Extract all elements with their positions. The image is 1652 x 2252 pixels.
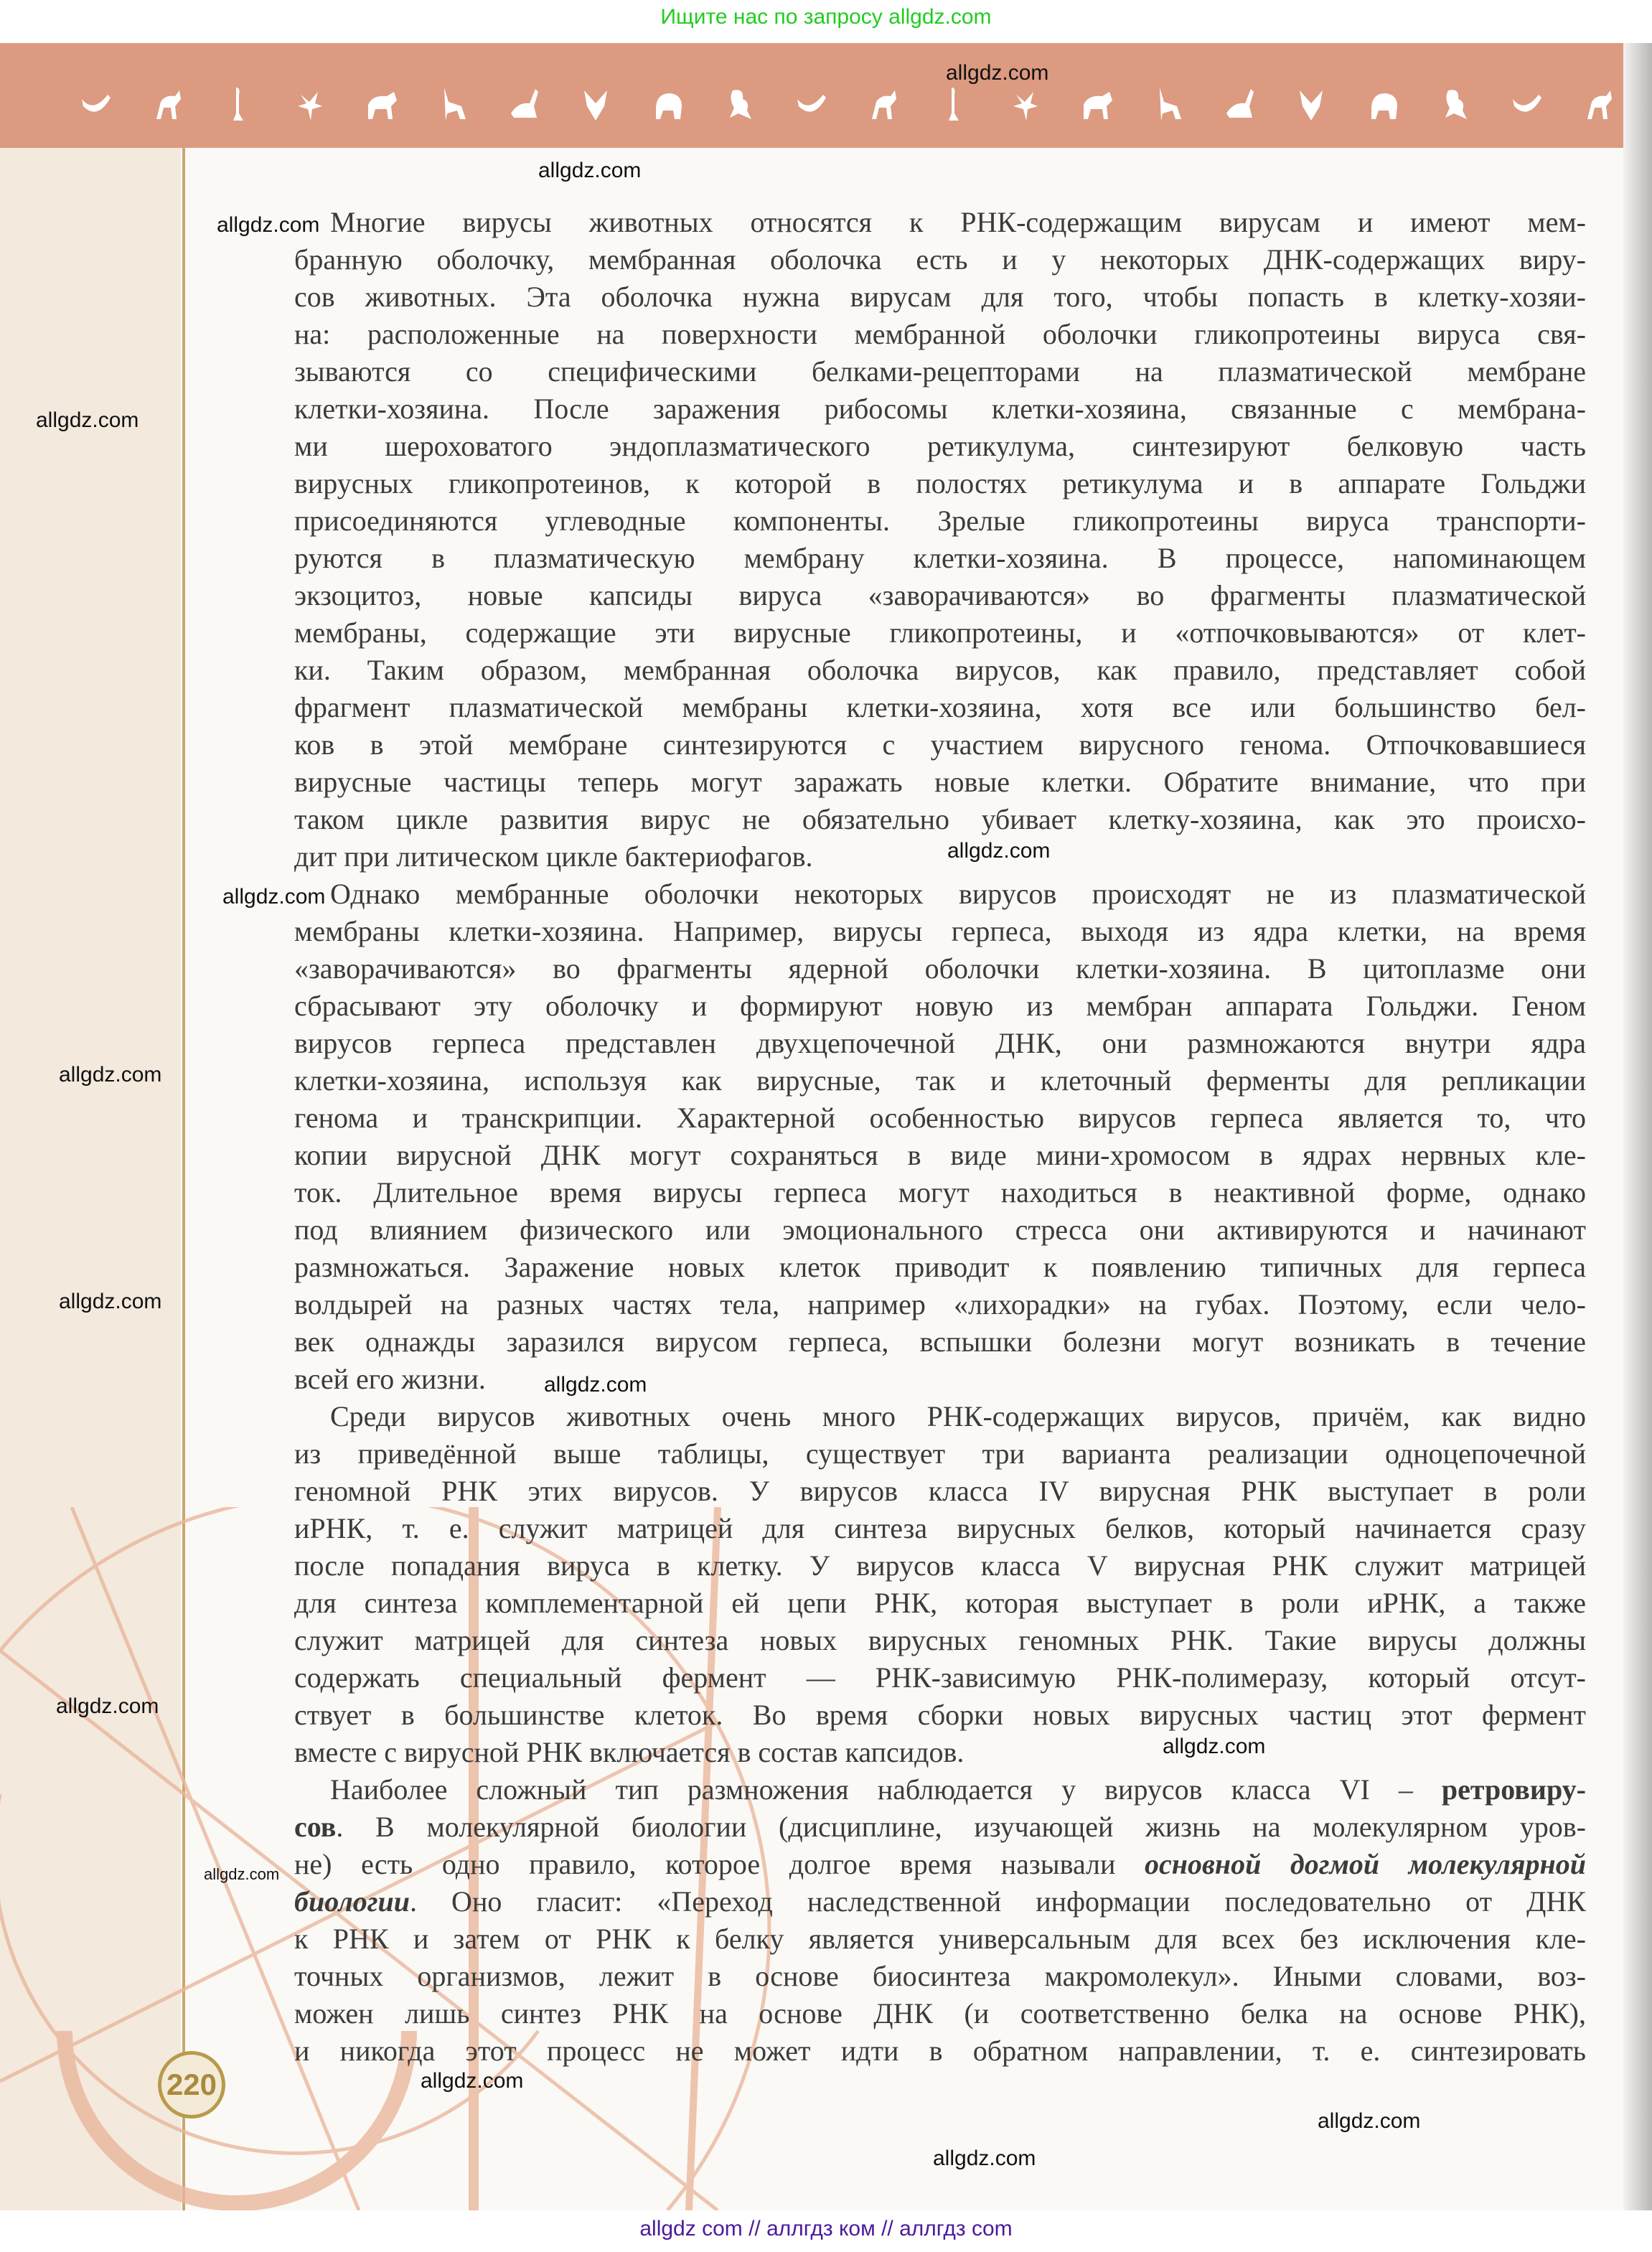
watermark: allgdz.com: [421, 2069, 524, 2093]
text-line: [294, 278, 1586, 316]
text-line: [294, 204, 1586, 241]
animal-silhouette-icon: [580, 85, 613, 122]
text-line: [294, 1883, 1586, 1920]
text-run: вместе с вирусной РНК включается в состав капсидов.: [294, 1736, 965, 1768]
text-line: [294, 1958, 1586, 1995]
text-run: под влиянием физического или эмоционального стресса они активируются и начинают: [294, 1214, 1586, 1246]
promo-banner-bottom[interactable]: allgdz com // аллгдз ком // аллгдз com: [639, 2217, 1013, 2241]
header-band: [0, 43, 1623, 148]
watermark: allgdz.com: [36, 408, 139, 432]
animal-silhouette-icon: [151, 85, 184, 122]
text-line: [294, 1025, 1586, 1062]
text-run: иРНК, т. е. служит матрицей для синтеза вирусных белков, который начинается сразу: [294, 1512, 1586, 1544]
text-run: всей его жизни.: [294, 1363, 486, 1395]
text-line: [294, 1920, 1586, 1958]
text-line: [294, 1062, 1586, 1099]
paragraph: [294, 1771, 1586, 2070]
animal-silhouette-icon: [1582, 85, 1615, 122]
text-run: точных организмов, лежит в основе биосинтеза макромолекул». Иными словами, воз-: [294, 1960, 1586, 1992]
promo-banner-top[interactable]: Ищите нас по запросу allgdz.com: [660, 5, 992, 29]
animal-silhouette-icon: [1438, 85, 1471, 122]
animal-silhouette-icon: [1510, 85, 1543, 122]
text-run: присоединяются углеводные компоненты. Зрелые гликопротеины вируса транспорти-: [294, 505, 1586, 537]
text-line: [294, 316, 1586, 353]
animal-silhouette-icon: [1295, 85, 1328, 122]
paragraph: [294, 204, 1586, 876]
page-number: 220: [158, 2051, 225, 2119]
animal-silhouette-icon: [1153, 85, 1186, 122]
watermark: allgdz.com: [56, 1694, 159, 1718]
text-run: ки. Таким образом, мембранная оболочка вирусов, как правило, представляет собой: [294, 654, 1586, 686]
animal-silhouette-icon: [294, 85, 327, 122]
text-line: [294, 689, 1586, 726]
animal-silhouette-icon: [222, 85, 255, 122]
text-line: [294, 390, 1586, 428]
text-run: не) есть одно правило, которое долгое время называли: [294, 1848, 1145, 1880]
text-line: [294, 1435, 1586, 1473]
animal-silhouette-icon: [365, 85, 398, 122]
text-run: генома и транскрипции. Характерной особенностью вирусов герпеса является то, что: [294, 1102, 1586, 1134]
text-line: [294, 838, 1586, 876]
text-run: мембраны, содержащие эти вирусные гликопротеины, и «отпочковываются» от клет-: [294, 616, 1586, 649]
text-run: зываются со специфическими белками-рецепторами на плазматической мембране: [294, 355, 1586, 388]
watermark: allgdz.com: [544, 1373, 647, 1397]
text-run: фрагмент плазматической мембраны клетки-хозяина, хотя все или большинство бел-: [294, 691, 1586, 723]
body-text: [294, 204, 1586, 2070]
animal-silhouette-icon: [937, 85, 970, 122]
animal-silhouette-icon: [652, 85, 685, 122]
watermark: allgdz.com: [947, 839, 1051, 863]
text-line: [294, 726, 1586, 764]
text-line: [294, 1697, 1586, 1734]
text-line: [294, 1995, 1586, 2032]
animal-silhouette-strip: [79, 85, 1615, 122]
text-run: Однако мембранные оболочки некоторых вирусов происходят не из плазматической: [330, 878, 1586, 910]
text-run: клетки-хозяина. После заражения рибосомы клетки-хозяина, связанные с мембрана-: [294, 393, 1586, 425]
animal-silhouette-icon: [866, 85, 899, 122]
text-run: ков в этой мембране синтезируются с участием вирусного генома. Отпочковавшиеся: [294, 728, 1586, 761]
text-line: [294, 1659, 1586, 1697]
text-line: [294, 241, 1586, 278]
text-run: вирусные частицы теперь могут заражать новые клетки. Обратите внимание, что при: [294, 766, 1586, 798]
text-run: век однажды заразился вирусом герпеса, вспышки болезни могут возникать в течение: [294, 1326, 1586, 1358]
text-line: [294, 2032, 1586, 2070]
text-run: вирусных гликопротеинов, к которой в полостях ретикулума и в аппарате Гольджи: [294, 467, 1586, 499]
animal-silhouette-icon: [794, 85, 827, 122]
text-run: волдырей на разных частях тела, например «лихорадки» на губах. Поэтому, если чело-: [294, 1288, 1586, 1320]
watermark: allgdz.com: [538, 159, 642, 182]
text-run: сбрасывают эту оболочку и формируют новую из мембран аппарата Гольджи. Геном: [294, 990, 1586, 1022]
text-run: . Оно гласит: «Переход наследственной информации последовательно от ДНК: [410, 1885, 1586, 1918]
text-run: служит матрицей для синтеза новых вирусных геномных РНК. Такие вирусы должны: [294, 1624, 1586, 1656]
watermark: allgdz.com: [217, 213, 320, 237]
text-line: [294, 577, 1586, 614]
watermark: allgdz.com: [946, 61, 1049, 85]
text-line: [294, 1622, 1586, 1659]
text-line: [294, 502, 1586, 540]
text-line: [294, 614, 1586, 652]
watermark: allgdz.com: [222, 885, 326, 909]
text-line: [294, 652, 1586, 689]
text-run: мембраны клетки-хозяина. Например, вирусы герпеса, выходя из ядра клетки, на время: [294, 915, 1586, 947]
text-line: [294, 1361, 1586, 1398]
text-line: [294, 764, 1586, 801]
animal-silhouette-icon: [508, 85, 541, 122]
text-line: [294, 1249, 1586, 1286]
text-line: [294, 1547, 1586, 1585]
text-run: . В молекулярной биологии (дисциплине, изучающей жизнь на молекулярном уров-: [336, 1811, 1586, 1843]
animal-silhouette-icon: [1224, 85, 1257, 122]
text-run: ми шероховатого эндоплазматического ретикулума, синтезируют белковую часть: [294, 430, 1586, 462]
text-run: геномной РНК этих вирусов. У вирусов класса IV вирусная РНК выступает в роли: [294, 1475, 1586, 1507]
text-run: экзоцитоз, новые капсиды вируса «заворачиваются» во фрагменты плазматической: [294, 579, 1586, 611]
emphasized-text: биологии: [294, 1885, 410, 1918]
text-run: руются в плазматическую мембрану клетки-хозяина. В процессе, напоминающем: [294, 542, 1586, 574]
text-line: [294, 540, 1586, 577]
text-run: ток. Длительное время вирусы герпеса могут находиться в неактивной форме, однако: [294, 1176, 1586, 1209]
text-run: клетки-хозяина, используя как вирусные, так и клеточный ферменты для репликации: [294, 1064, 1586, 1097]
text-run: из приведённой выше таблицы, существует три варианта реализации одноцепочечной: [294, 1437, 1586, 1470]
page-edge-shadow: [1623, 43, 1652, 2210]
animal-silhouette-icon: [1009, 85, 1042, 122]
text-line: [294, 1808, 1586, 1846]
watermark: allgdz.com: [1163, 1735, 1266, 1758]
text-run: копии вирусной ДНК могут сохраняться в виде мини-хромосом в ядрах нервных кле-: [294, 1139, 1586, 1171]
text-line: [294, 1137, 1586, 1174]
text-run: содержать специальный фермент — РНК-зависимую РНК-полимеразу, который отсут-: [294, 1661, 1586, 1694]
text-line: [294, 1099, 1586, 1137]
text-run: «заворачиваются» во фрагменты ядерной оболочки клетки-хозяина. В цитоплазме они: [294, 952, 1586, 985]
text-line: [294, 1846, 1586, 1883]
text-run: ствует в большинстве клеток. Во время сборки новых вирусных частиц этот фермент: [294, 1699, 1586, 1731]
text-line: [294, 1473, 1586, 1510]
text-line: [294, 1734, 1586, 1771]
text-line: [294, 1211, 1586, 1249]
text-line: [294, 1771, 1586, 1808]
emphasized-text: сов: [294, 1811, 337, 1843]
watermark: allgdz.com: [1318, 2109, 1421, 2133]
text-run: Многие вирусы животных относятся к РНК-содержащим вирусам и имеют мем-: [330, 206, 1586, 238]
emphasized-text: ретровиру-: [1441, 1773, 1586, 1806]
animal-silhouette-icon: [437, 85, 470, 122]
text-run: сов животных. Эта оболочка нужна вирусам для того, чтобы попасть в клетку-хозяи-: [294, 281, 1586, 313]
paragraph: [294, 876, 1586, 1398]
text-line: [294, 465, 1586, 502]
text-line: [294, 1585, 1586, 1622]
animal-silhouette-icon: [79, 85, 112, 122]
text-line: [294, 801, 1586, 838]
animal-silhouette-icon: [1367, 85, 1400, 122]
text-line: [294, 353, 1586, 390]
text-run: после попадания вируса в клетку. У вирусов класса V вирусная РНК служит матрицей: [294, 1549, 1586, 1582]
text-line: [294, 1286, 1586, 1323]
watermark: allgdz.com: [204, 1865, 280, 1883]
watermark: allgdz.com: [59, 1290, 162, 1313]
paragraph: [294, 1398, 1586, 1771]
text-run: для синтеза комплементарной ей цепи РНК, которая выступает в роли иРНК, а также: [294, 1587, 1586, 1619]
text-run: на: расположенные на поверхности мембранной оболочки гликопротеины вируса свя-: [294, 318, 1586, 350]
text-run: можен лишь синтез РНК на основе ДНК (и соответственно белка на основе РНК),: [294, 1997, 1586, 2030]
watermark: allgdz.com: [59, 1063, 162, 1087]
animal-silhouette-icon: [723, 85, 756, 122]
animal-silhouette-icon: [1081, 85, 1114, 122]
text-run: бранную оболочку, мембранная оболочка есть и у некоторых ДНК-содержащих виру-: [294, 243, 1586, 276]
text-line: [294, 1323, 1586, 1361]
text-line: [294, 950, 1586, 987]
text-line: [294, 876, 1586, 913]
text-run: к РНК и затем от РНК к белку является универсальным для всех без исключения кле-: [294, 1923, 1586, 1955]
watermark: allgdz.com: [933, 2147, 1036, 2170]
text-run: Среди вирусов животных очень много РНК-содержащих вирусов, причём, как видно: [330, 1400, 1586, 1432]
text-line: [294, 428, 1586, 465]
text-run: дит при литическом цикле бактериофагов.: [294, 840, 813, 873]
text-line: [294, 1174, 1586, 1211]
text-line: [294, 1398, 1586, 1435]
emphasized-text: основной догмой молекулярной: [1145, 1848, 1586, 1880]
text-run: таком цикле развития вирус не обязательно убивает клетку-хозяина, как это происхо-: [294, 803, 1586, 835]
text-line: [294, 913, 1586, 950]
text-run: и никогда этот процесс не может идти в обратном направлении, т. е. синтезировать: [294, 2035, 1586, 2067]
text-run: Наиболее сложный тип размножения наблюдается у вирусов класса VI –: [330, 1773, 1442, 1806]
text-line: [294, 1510, 1586, 1547]
text-line: [294, 987, 1586, 1025]
text-run: вирусов герпеса представлен двухцепочечной ДНК, они размножаются внутри ядра: [294, 1027, 1586, 1059]
text-run: размножаться. Заражение новых клеток приводит к появлению типичных для герпеса: [294, 1251, 1586, 1283]
